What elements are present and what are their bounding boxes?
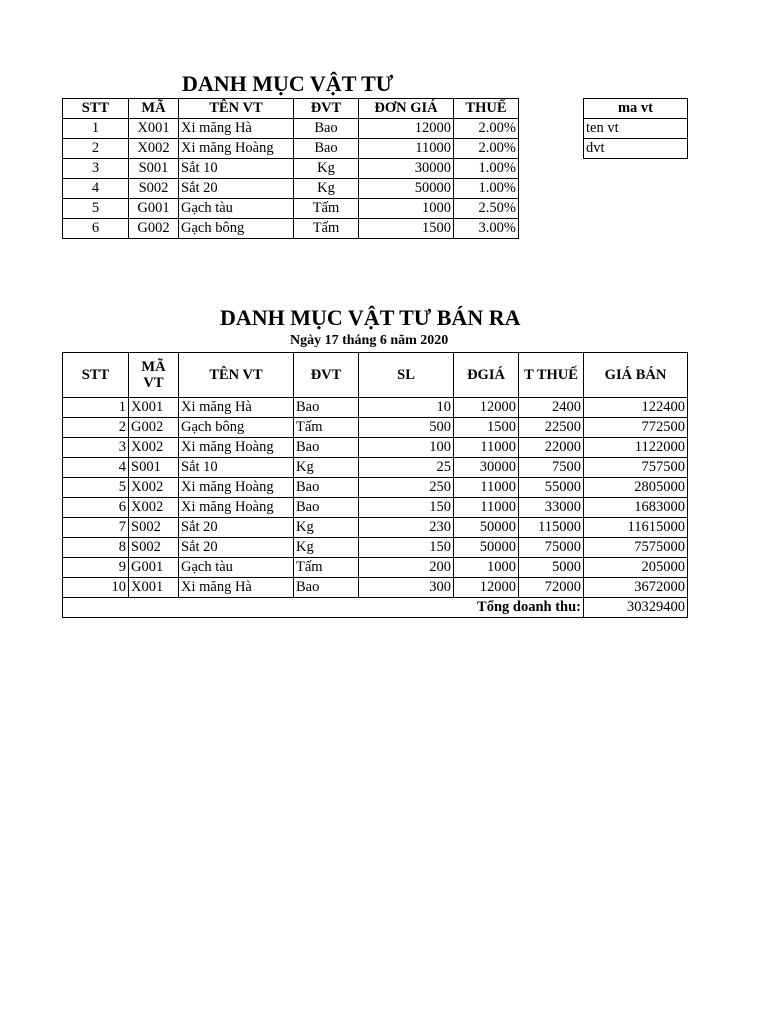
total-value[interactable]: 30329400 <box>584 598 688 618</box>
table-cell[interactable]: 11000 <box>454 438 519 458</box>
table-cell[interactable]: 22500 <box>519 418 584 438</box>
table-cell[interactable]: 100 <box>359 438 454 458</box>
table-cell[interactable]: 1.00% <box>454 159 519 179</box>
table-cell[interactable]: 12000 <box>359 119 454 139</box>
table-cell[interactable]: 2.00% <box>454 139 519 159</box>
sales-table <box>62 352 688 618</box>
column-header[interactable]: SL <box>359 353 454 398</box>
table-cell[interactable]: Sắt 20 <box>179 518 294 538</box>
table-cell[interactable]: 5 <box>63 199 129 219</box>
table-row <box>584 119 688 139</box>
table-cell[interactable]: 1000 <box>454 558 519 578</box>
table-cell[interactable]: S001 <box>129 458 179 478</box>
criteria-header[interactable]: ma vt <box>584 99 688 119</box>
column-header[interactable]: GIÁ BÁN <box>584 353 688 398</box>
sales-title: DANH MỤC VẬT TƯ BÁN RA <box>220 305 521 330</box>
table-cell[interactable]: 500 <box>359 418 454 438</box>
table-cell[interactable]: 2400 <box>519 398 584 418</box>
table-cell[interactable]: 4 <box>63 179 129 199</box>
table-cell[interactable]: X002 <box>129 478 179 498</box>
table-cell[interactable]: G002 <box>129 418 179 438</box>
column-header[interactable]: ĐGIÁ <box>454 353 519 398</box>
table-cell[interactable]: Xi măng Hoàng <box>179 139 294 159</box>
table-cell[interactable]: Bao <box>294 139 359 159</box>
table-cell[interactable]: 6 <box>63 219 129 239</box>
table-row <box>63 119 519 139</box>
table-cell[interactable]: Xi măng Hà <box>179 578 294 598</box>
table-cell[interactable]: 7 <box>63 518 129 538</box>
table-row <box>63 558 688 578</box>
table-cell[interactable]: X002 <box>129 438 179 458</box>
table-cell[interactable]: 11000 <box>359 139 454 159</box>
table-cell[interactable]: 25 <box>359 458 454 478</box>
table-cell[interactable]: X002 <box>129 498 179 518</box>
column-header[interactable]: TÊN VT <box>179 353 294 398</box>
table-row <box>63 538 688 558</box>
column-header[interactable]: ĐVT <box>294 99 359 119</box>
table-cell[interactable]: 11000 <box>454 478 519 498</box>
table-cell[interactable]: 757500 <box>584 458 688 478</box>
table-cell[interactable]: 250 <box>359 478 454 498</box>
sales-date: Ngày 17 tháng 6 năm 2020 <box>290 333 449 348</box>
table-row <box>63 478 688 498</box>
table-row <box>63 179 519 199</box>
table-cell[interactable]: X001 <box>129 398 179 418</box>
table-cell[interactable]: 1.00% <box>454 179 519 199</box>
column-header[interactable]: THUẾ <box>454 99 519 119</box>
catalog-table <box>62 98 519 239</box>
table-row <box>63 139 519 159</box>
table-row <box>63 498 688 518</box>
table-row <box>63 438 688 458</box>
table-cell[interactable]: 30000 <box>454 458 519 478</box>
table-cell[interactable]: 2.00% <box>454 119 519 139</box>
table-cell[interactable]: Xi măng Hoàng <box>179 478 294 498</box>
table-cell[interactable]: 50000 <box>454 518 519 538</box>
table-cell[interactable]: S002 <box>129 538 179 558</box>
table-cell[interactable]: 11000 <box>454 498 519 518</box>
table-row <box>584 139 688 159</box>
table-cell[interactable]: dvt <box>584 139 688 159</box>
table-cell[interactable]: S001 <box>129 159 179 179</box>
table-cell[interactable]: 22000 <box>519 438 584 458</box>
table-row <box>63 418 688 438</box>
column-header[interactable]: MÃ <box>129 99 179 119</box>
table-cell[interactable]: 1 <box>63 398 129 418</box>
table-cell[interactable]: Xi măng Hà <box>179 119 294 139</box>
table-cell[interactable]: 30000 <box>359 159 454 179</box>
table-cell[interactable]: Gạch bông <box>179 219 294 239</box>
table-cell[interactable]: 1500 <box>359 219 454 239</box>
table-cell[interactable]: Sắt 20 <box>179 538 294 558</box>
table-cell[interactable]: Gạch tàu <box>179 199 294 219</box>
table-cell[interactable]: 1 <box>63 119 129 139</box>
table-row <box>63 398 688 418</box>
table-cell[interactable]: 1000 <box>359 199 454 219</box>
table-cell[interactable]: S002 <box>129 179 179 199</box>
table-cell[interactable]: 150 <box>359 498 454 518</box>
table-cell[interactable]: G001 <box>129 199 179 219</box>
column-header[interactable]: STT <box>63 353 129 398</box>
table-cell[interactable]: 3672000 <box>584 578 688 598</box>
table-cell[interactable]: G001 <box>129 558 179 578</box>
table-cell[interactable]: 55000 <box>519 478 584 498</box>
table-row <box>63 518 688 538</box>
table-cell[interactable]: G002 <box>129 219 179 239</box>
table-cell[interactable]: 12000 <box>454 578 519 598</box>
table-cell[interactable]: 150 <box>359 538 454 558</box>
table-cell[interactable]: Xi măng Hoàng <box>179 498 294 518</box>
table-cell[interactable]: 1122000 <box>584 438 688 458</box>
column-header[interactable]: TÊN VT <box>179 99 294 119</box>
table-cell[interactable]: 7575000 <box>584 538 688 558</box>
table-cell[interactable]: Sắt 20 <box>179 179 294 199</box>
total-label[interactable]: Tổng doanh thu: <box>63 598 584 618</box>
table-cell[interactable]: X002 <box>129 139 179 159</box>
table-cell[interactable]: Bao <box>294 498 359 518</box>
column-header[interactable]: MÃ VT <box>129 353 179 398</box>
table-row <box>63 199 519 219</box>
table-cell[interactable]: 230 <box>359 518 454 538</box>
table-cell[interactable]: X001 <box>129 119 179 139</box>
column-header[interactable]: ĐƠN GIÁ <box>359 99 454 119</box>
table-cell[interactable]: Sắt 10 <box>179 159 294 179</box>
table-cell[interactable]: 6 <box>63 498 129 518</box>
table-cell[interactable]: Gạch bông <box>179 418 294 438</box>
table-row <box>63 458 688 478</box>
table-cell[interactable]: 122400 <box>584 398 688 418</box>
table-cell[interactable]: 200 <box>359 558 454 578</box>
table-cell[interactable]: Kg <box>294 458 359 478</box>
table-cell[interactable]: Tấm <box>294 418 359 438</box>
criteria-table <box>583 98 688 159</box>
table-cell[interactable]: Kg <box>294 159 359 179</box>
table-cell[interactable]: 10 <box>359 398 454 418</box>
catalog-title: DANH MỤC VẬT TƯ <box>182 71 394 96</box>
table-cell[interactable]: 4 <box>63 458 129 478</box>
table-cell[interactable]: 2805000 <box>584 478 688 498</box>
table-cell[interactable]: 5 <box>63 478 129 498</box>
table-cell[interactable]: ten vt <box>584 119 688 139</box>
table-cell[interactable]: Bao <box>294 119 359 139</box>
table-cell[interactable]: Bao <box>294 578 359 598</box>
table-cell[interactable]: Bao <box>294 438 359 458</box>
table-cell[interactable]: 33000 <box>519 498 584 518</box>
table-cell[interactable]: Xi măng Hoàng <box>179 438 294 458</box>
table-cell[interactable]: Tấm <box>294 199 359 219</box>
table-cell[interactable]: Bao <box>294 398 359 418</box>
table-cell[interactable]: Kg <box>294 518 359 538</box>
table-cell[interactable]: 2 <box>63 139 129 159</box>
table-cell[interactable]: Bao <box>294 478 359 498</box>
table-cell[interactable]: 8 <box>63 538 129 558</box>
table-cell[interactable]: Kg <box>294 179 359 199</box>
table-cell[interactable]: 205000 <box>584 558 688 578</box>
table-cell[interactable]: 3 <box>63 159 129 179</box>
table-cell[interactable]: Tấm <box>294 219 359 239</box>
table-cell[interactable]: 5000 <box>519 558 584 578</box>
table-cell[interactable]: X001 <box>129 578 179 598</box>
column-header[interactable]: T THUẾ <box>519 353 584 398</box>
table-cell[interactable]: 50000 <box>359 179 454 199</box>
table-cell[interactable]: 50000 <box>454 538 519 558</box>
table-cell[interactable]: 11615000 <box>584 518 688 538</box>
table-cell[interactable]: 7500 <box>519 458 584 478</box>
table-row <box>63 578 688 598</box>
table-cell[interactable]: 300 <box>359 578 454 598</box>
table-cell[interactable]: 72000 <box>519 578 584 598</box>
table-cell[interactable]: Xi măng Hà <box>179 398 294 418</box>
table-cell[interactable]: 12000 <box>454 398 519 418</box>
table-cell[interactable]: Sắt 10 <box>179 458 294 478</box>
table-cell[interactable]: 2.50% <box>454 199 519 219</box>
table-cell[interactable]: Gạch tàu <box>179 558 294 578</box>
table-cell[interactable]: S002 <box>129 518 179 538</box>
table-cell[interactable]: 3 <box>63 438 129 458</box>
table-cell[interactable]: 115000 <box>519 518 584 538</box>
table-row <box>63 159 519 179</box>
table-row <box>63 219 519 239</box>
table-cell[interactable]: 1683000 <box>584 498 688 518</box>
table-cell[interactable]: 772500 <box>584 418 688 438</box>
table-cell[interactable]: 1500 <box>454 418 519 438</box>
table-cell[interactable]: 10 <box>63 578 129 598</box>
table-cell[interactable]: Tấm <box>294 558 359 578</box>
total-row <box>63 598 688 618</box>
table-cell[interactable]: 2 <box>63 418 129 438</box>
table-cell[interactable]: 9 <box>63 558 129 578</box>
table-cell[interactable]: 75000 <box>519 538 584 558</box>
table-cell[interactable]: Kg <box>294 538 359 558</box>
column-header[interactable]: ĐVT <box>294 353 359 398</box>
table-cell[interactable]: 3.00% <box>454 219 519 239</box>
column-header[interactable]: STT <box>63 99 129 119</box>
